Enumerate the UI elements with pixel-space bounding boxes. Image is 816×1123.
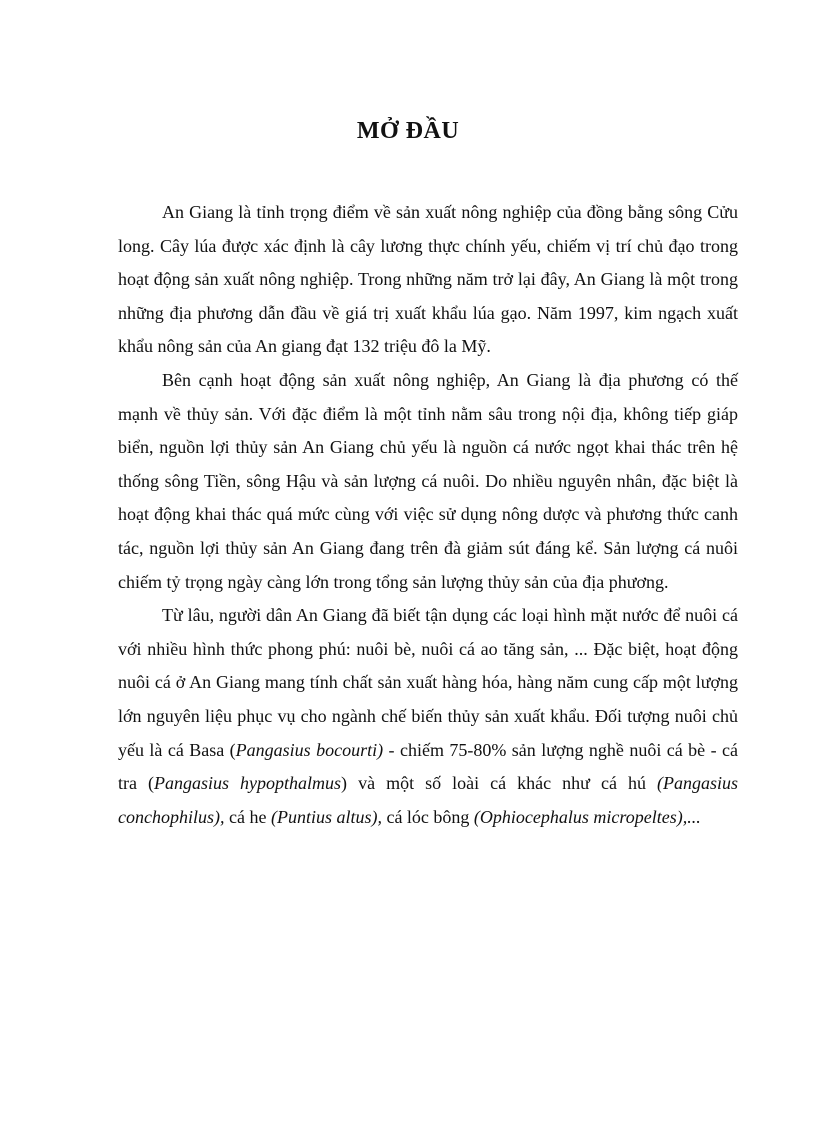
species-name-loc-bong: (Ophiocephalus micropeltes),... [473,806,701,827]
species-name-he: (Puntius altus), [270,806,382,827]
species-name-basa: Pangasius bocourti) [235,739,384,760]
species-name-tra: Pangasius hypopthalmus [154,773,342,794]
page-title: MỞ ĐẦU [356,118,460,144]
paragraph-3-text-4: cá he [224,806,271,827]
paragraph-1: An Giang là tỉnh trọng điểm về sản xuất nông nghiệp của đồng bằng sông Cửu long. Cây lúa được xác định là cây lương thực chính yếu, chiếm vị trí chủ đạo trong hoạt động sản xuất nông nghiệp. Trong những năm trở lại đây, An Giang là một trong những địa phương dẫn đầu về giá trị xuất khẩu lúa gạo. Năm 1997, kim ngạch xuất khẩu nông sản của An giang đạt 132 triệu đô la Mỹ. [118,202,738,357]
paragraph-2: Bên cạnh hoạt động sản xuất nông nghiệp, An Giang là địa phương có thế mạnh về thủy sản. Với đặc điểm là một tỉnh nằm sâu trong nội địa, không tiếp giáp biển, nguồn lợi thủy sản An Giang chủ yếu là nguồn cá nước ngọt khai thác trên hệ thống sông Tiền, sông Hậu và sản lượng cá nuôi. Do nhiều nguyên nhân, đặc biệt là hoạt động khai thác quá mức cùng với việc sử dụng nông dược và phương thức canh tác, nguồn lợi thủy sản An Giang đang trên đà giảm sút đáng kể. Sản lượng cá nuôi chiếm tỷ trọng ngày càng lớn trong tổng sản lượng thủy sản của địa phương. [118,369,738,592]
paragraph-3-text-3: ) và một số loài cá khác như cá hú [341,773,657,794]
document-body [118,196,738,834]
paragraph-3-text-2: - chiếm 75-80% sản lượng nghề nuôi cá bè - cá tra ( [118,739,738,794]
paragraph-3 [118,599,738,834]
paragraph-3-text-1: Từ lâu, người dân An Giang đã biết tận dụng các loại hình mặt nước để nuôi cá với nhiều hình thức phong phú: nuôi bè, nuôi cá ao tăng sản, ... Đặc biệt, hoạt động nuôi cá ở An Giang mang tính chất sản xuất hàng hóa, hàng năm cung cấp một lượng lớn nguyên liệu phục vụ cho ngành chế biến thủy sản xuất khẩu. Đối tượng nuôi chủ yếu là cá Basa ( [118,605,738,760]
paragraph-3-text-5: cá lóc bông [381,806,474,827]
species-name-hu: (Pangasius conchophilus), [118,773,738,827]
